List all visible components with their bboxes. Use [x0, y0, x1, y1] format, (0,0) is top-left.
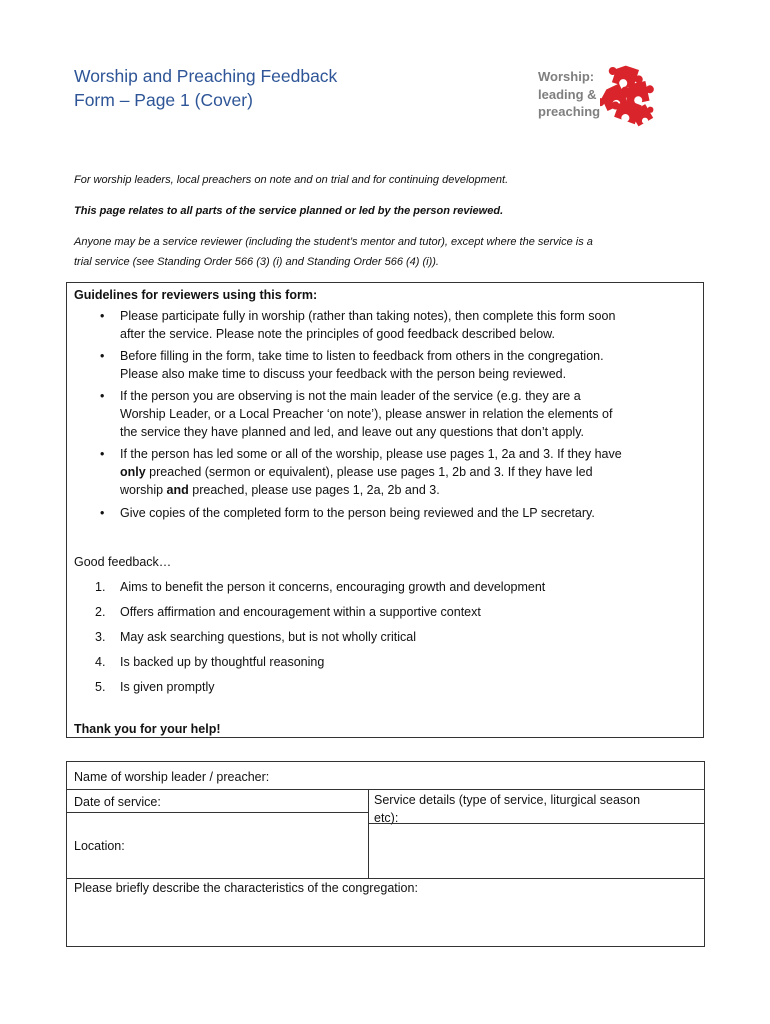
guideline-line: If the person has led some or all of the worship, please use pages 1, 2a and 3. If they have — [120, 447, 622, 461]
service-label-line: Service details (type of service, liturgical season — [374, 793, 641, 807]
feedback-item — [95, 678, 214, 696]
page-title — [74, 64, 404, 112]
emphasis-only: only — [120, 465, 146, 479]
logo-line-2: leading & — [538, 86, 597, 102]
intro-p3-line-2: trial service (see Standing Order 566 (3) (i) and Standing Order 566 (4) (i)). — [74, 256, 439, 268]
service-details-form — [66, 761, 705, 947]
item-number: 4. — [95, 655, 106, 669]
intro-paragraph-3 — [74, 232, 704, 272]
good-feedback-heading: Good feedback… — [74, 555, 172, 569]
feedback-item — [95, 578, 545, 596]
puzzle-icon — [600, 64, 660, 132]
bullet: • — [100, 447, 105, 461]
guideline-text: preached, please use pages 1, 2a, 2b and 3. — [188, 483, 440, 497]
logo-line-1: Worship: — [538, 69, 595, 84]
guideline-line: Give copies of the completed form to the person being reviewed and the LP secretary. — [120, 506, 595, 520]
guideline-item — [87, 504, 692, 522]
date-field-label: Date of service: — [74, 795, 161, 809]
guideline-line — [120, 481, 692, 499]
feedback-item — [95, 653, 324, 671]
logo-line-3: preaching — [538, 104, 601, 119]
item-text: May ask searching questions, but is not wholly critical — [120, 630, 416, 644]
guideline-item — [87, 387, 692, 441]
service-details-label — [374, 791, 699, 827]
intro-paragraph-2: This page relates to all parts of the service planned or led by the person reviewed. — [74, 205, 504, 217]
divider — [368, 823, 704, 824]
item-number: 1. — [95, 580, 106, 594]
item-text: Offers affirmation and encouragement within a supportive context — [120, 605, 481, 619]
location-field-label: Location: — [74, 839, 125, 853]
item-text: Is given promptly — [120, 680, 215, 694]
guideline-line: If the person you are observing is not the main leader of the service (e.g. they are a — [120, 389, 581, 403]
guidelines-heading: Guidelines for reviewers using this form: — [74, 288, 318, 302]
guideline-item — [87, 445, 692, 499]
guideline-line: Before filling in the form, take time to listen to feedback from others in the congregation. — [120, 349, 604, 363]
logo — [538, 64, 668, 136]
feedback-item — [95, 628, 416, 646]
intro-p3-line-1: Anyone may be a service reviewer (including the student’s mentor and tutor), except where the service is a — [74, 236, 593, 248]
divider — [67, 789, 704, 790]
bullet: • — [100, 349, 105, 363]
guideline-text: worship — [120, 483, 167, 497]
emphasis-and: and — [166, 483, 189, 497]
service-label-line: etc): — [374, 811, 399, 825]
thanks-text: Thank you for your help! — [74, 722, 221, 736]
item-text: Is backed up by thoughtful reasoning — [120, 655, 325, 669]
bullet: • — [100, 389, 105, 403]
guideline-text: preached (sermon or equivalent), please use pages 1, 2b and 3. If they have led — [145, 465, 593, 479]
guideline-line — [120, 463, 692, 481]
name-field-label: Name of worship leader / preacher: — [74, 770, 270, 784]
title-line-2: Form – Page 1 (Cover) — [74, 90, 253, 110]
guideline-item — [87, 307, 692, 343]
guideline-line: after the service. Please note the principles of good feedback described below. — [120, 327, 555, 341]
intro-paragraph-1: For worship leaders, local preachers on note and on trial and for continuing development. — [74, 174, 509, 186]
guidelines-box — [66, 282, 704, 738]
feedback-item — [95, 603, 481, 621]
item-number: 3. — [95, 630, 106, 644]
guideline-item — [87, 347, 692, 383]
item-text: Aims to benefit the person it concerns, encouraging growth and development — [120, 580, 546, 594]
divider — [67, 812, 368, 813]
divider — [368, 789, 369, 878]
bullet: • — [100, 309, 105, 323]
congregation-field-label: Please briefly describe the characteristics of the congregation: — [74, 881, 418, 895]
guideline-line: Please also make time to discuss your feedback with the person being reviewed. — [120, 367, 567, 381]
item-number: 2. — [95, 605, 106, 619]
guideline-line: Worship Leader, or a Local Preacher ‘on note’), please answer in relation the elements of — [120, 407, 613, 421]
title-line-1: Worship and Preaching Feedback — [74, 66, 338, 86]
item-number: 5. — [95, 680, 106, 694]
bullet: • — [100, 506, 105, 520]
guideline-line: Please participate fully in worship (rather than taking notes), then complete this form soon — [120, 309, 616, 323]
guideline-line: the service they have planned and led, and leave out any questions that don’t apply. — [120, 425, 584, 439]
